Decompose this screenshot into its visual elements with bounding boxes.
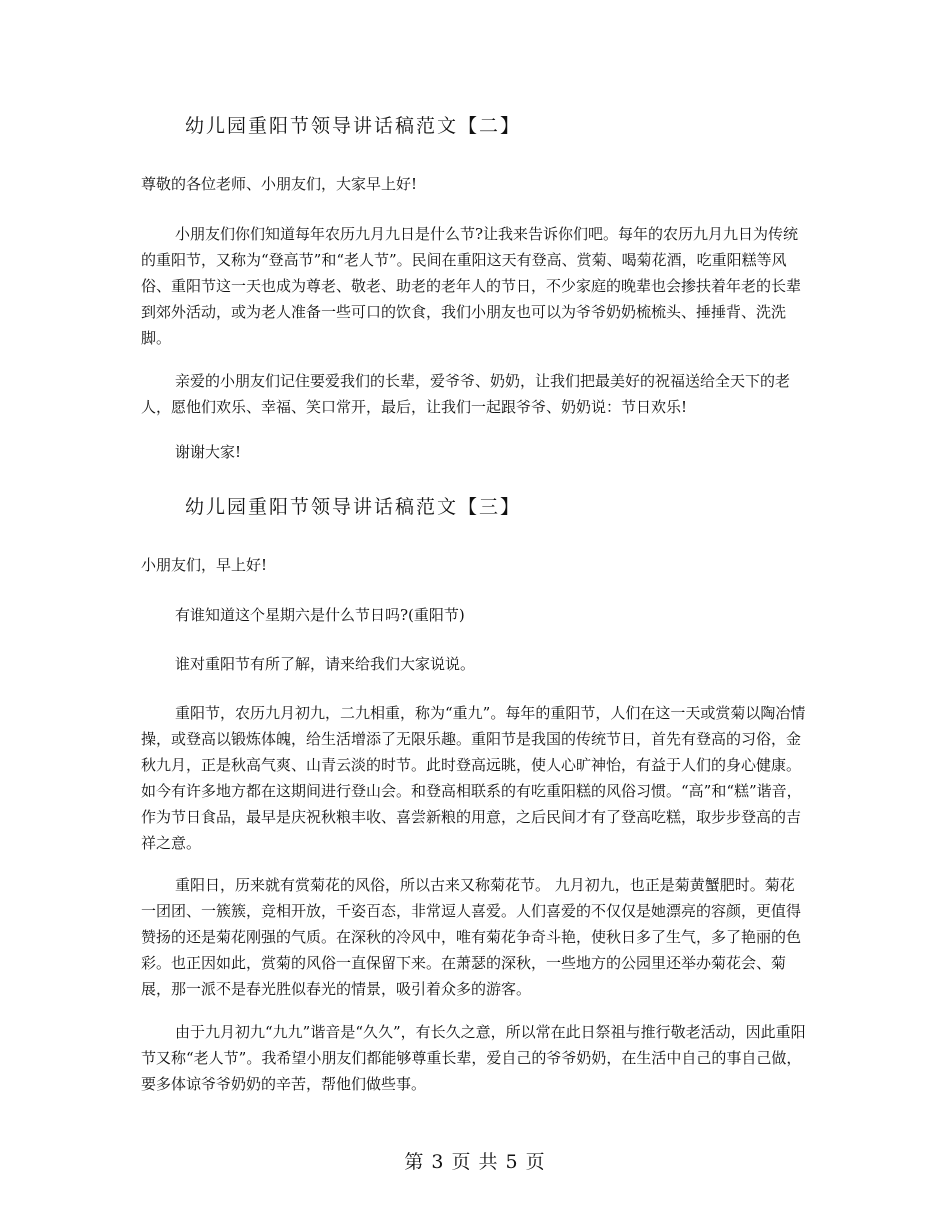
- section-heading-3: 幼儿园重阳节领导讲话稿范文【三】: [185, 496, 522, 518]
- body-paragraph: 亲爱的小朋友们记住要爱我们的长辈，爱爷爷、奶奶，让我们把最美好的祝福送给全天下的老人，愿他们欢乐、幸福、笑口常开，最后，让我们一起跟爷爷、奶奶说：节日欢乐!: [141, 372, 791, 416]
- body-paragraph: 谁对重阳节有所了解，请来给我们大家说说。: [175, 655, 476, 673]
- body-paragraph: 谢谢大家!: [175, 443, 242, 461]
- page-number-footer: 第 3 页 共 5 页: [404, 1151, 546, 1173]
- body-paragraph: 小朋友们你们知道每年农历九月九日是什么节?让我来告诉你们吧。每年的农历九月九日为传统的重阳节，又称为“登高节”和“老人节”。民间在重阳这天有登高、赏菊、喝菊花酒，吃重阳糕等风俗、重阳节这一天也成为尊老、敬老、助老的老年人的节日，不少家庭的晚辈也会掺扶着年老的长辈到郊外活动，或为老人准备一些可口的饮食，我们小朋友也可以为爷爷奶奶梳梳头、捶捶背、洗洗脚。: [141, 225, 802, 347]
- greeting-paragraph: 小朋友们，早上好!: [141, 556, 268, 574]
- body-paragraph: 由于九月初九“九九”谐音是“久久”，有长久之意，所以常在此日祭祖与推行敬老活动，因此重阳节又称“老人节”。我希望小朋友们都能够尊重长辈，爱自己的爷爷奶奶，在生活中自己的事自己做，要多体谅爷爷奶奶的辛苦，帮他们做些事。: [141, 1023, 806, 1093]
- body-paragraph: 重阳日，历来就有赏菊花的风俗，所以古来又称菊花节。 九月初九，也正是菊黄蟹肥时。菊花一团团、一簇簇，竞相开放，千姿百态，非常逗人喜爱。人们喜爱的不仅仅是她漂亮的容颜，更值得赞扬的还是菊花刚强的气质。在深秋的冷风中，唯有菊花争奇斗艳，使秋日多了生气，多了艳丽的色彩。也正因如此，赏菊的风俗一直保留下来。在萧瑟的深秋，一些地方的公园里还举办菊花会、菊展，那一派不是春光胜似春光的情景，吸引着众多的游客。: [141, 876, 802, 998]
- body-paragraph: 有谁知道这个星期六是什么节日吗?(重阳节): [175, 606, 465, 624]
- greeting-paragraph: 尊敬的各位老师、小朋友们，大家早上好!: [141, 175, 418, 193]
- body-paragraph: 重阳节，农历九月初九，二九相重，称为“重九”。每年的重阳节，人们在这一天或赏菊以陶冶情操，或登高以锻炼体魄，给生活增添了无限乐趣。重阳节是我国的传统节日，首先有登高的习俗，金秋九月，正是秋高气爽、山青云淡的时节。此时登高远眺，使人心旷神怡，有益于人们的身心健康。如今有许多地方都在这期间进行登山会。和登高相联系的有吃重阳糕的风俗习惯。“高”和“糕”谐音，作为节日食品，最早是庆祝秋粮丰收、喜尝新粮的用意，之后民间才有了登高吃糕，取步步登高的吉祥之意。: [141, 704, 806, 852]
- section-heading-2: 幼儿园重阳节领导讲话稿范文【二】: [185, 115, 522, 137]
